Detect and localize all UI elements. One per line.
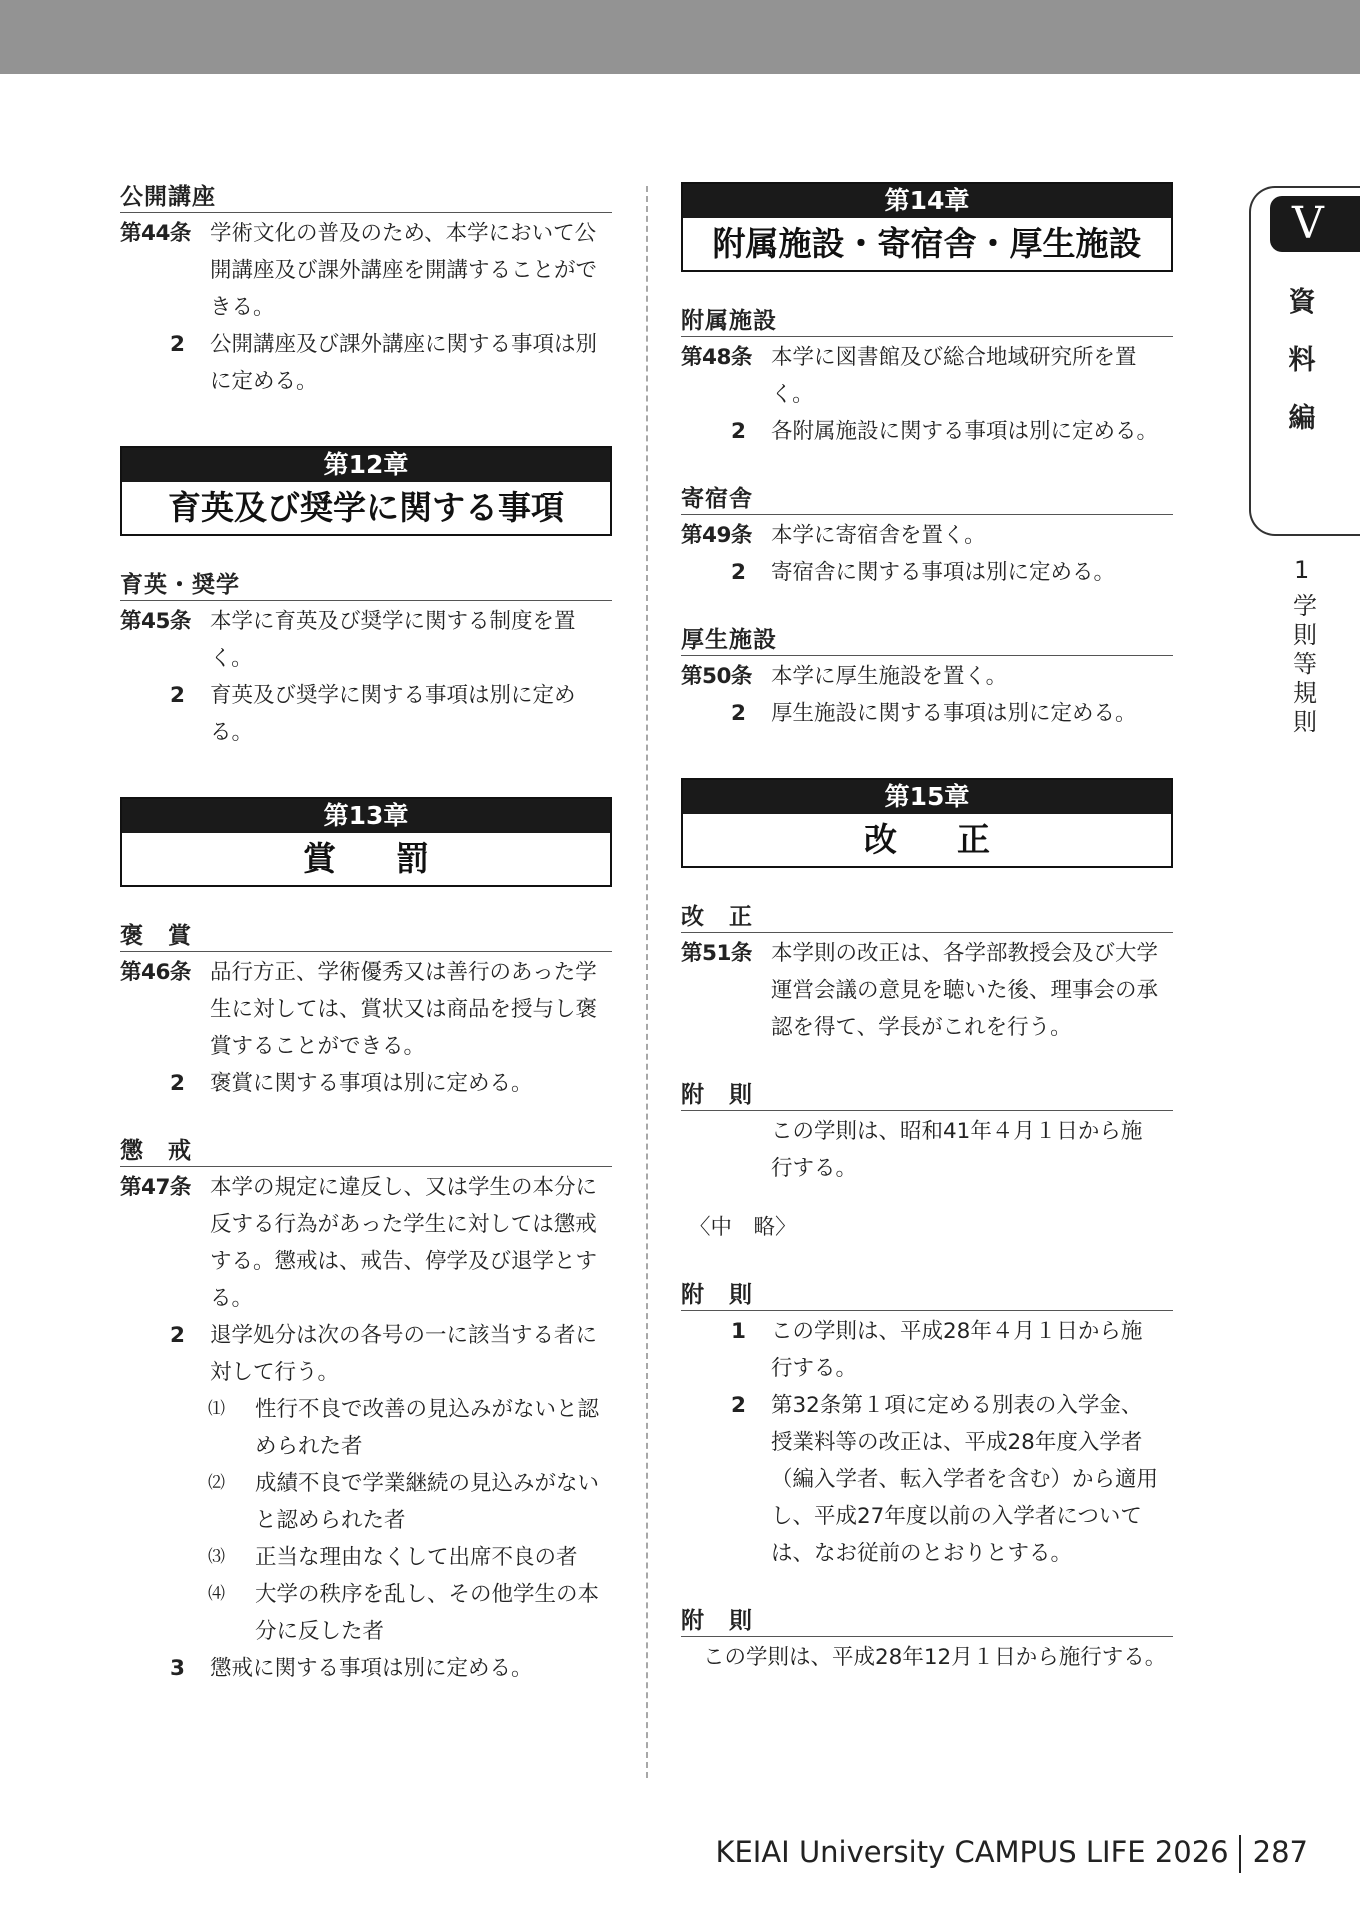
list-item-number: ⑴ (208, 1399, 225, 1419)
text-line: 厚生施設に関する事項は別に定める。 (771, 701, 1137, 726)
text-line: 成績不良で学業継続の見込みがない (255, 1471, 600, 1496)
list-item-number: ⑵ (208, 1473, 225, 1493)
text-line: と認められた者 (255, 1508, 406, 1533)
text-line: は、なお従前のとおりとする。 (771, 1541, 1073, 1566)
tab-char: 料 (1288, 345, 1316, 376)
text-line: 品行方正、学術優秀又は善行のあった学 (210, 960, 597, 985)
chapter-title: 育英及び奨学に関する事項 (168, 488, 564, 527)
text-line: 各附属施設に関する事項は別に定める。 (771, 419, 1159, 444)
paragraph-number: 2 (170, 332, 185, 357)
tab-badge: V (1270, 196, 1360, 252)
column-divider (646, 186, 648, 1778)
article-number: 第47条 (120, 1175, 191, 1200)
paragraph-number: 2 (731, 701, 746, 726)
article (681, 658, 1173, 695)
text-line: 本学に厚生施設を置く。 (771, 664, 1008, 689)
paragraph (120, 326, 612, 400)
article-number: 第45条 (120, 609, 191, 634)
section-heading: 寄宿舎 (681, 484, 1173, 515)
paragraph (120, 677, 612, 751)
text-line: 行する。 (771, 1356, 858, 1381)
text-line: 授業料等の改正は、平成28年度入学者 (771, 1430, 1143, 1455)
side-section-label (1288, 592, 1322, 737)
text-line: 賞することができる。 (210, 1034, 426, 1059)
chapter-number: 第13章 (122, 799, 610, 833)
section-heading: 育英・奨学 (120, 570, 612, 601)
section-heading: 附 則 (681, 1280, 1173, 1311)
paragraph-number: 2 (170, 1323, 185, 1348)
supplementary-text (681, 1639, 1173, 1676)
text-line: 認を得て、学長がこれを行う。 (771, 1015, 1072, 1040)
text-line: 本学に寄宿舎を置く。 (771, 523, 986, 548)
left-column (120, 182, 612, 1687)
list-item-number: ⑶ (208, 1547, 225, 1567)
article (681, 935, 1173, 1046)
text-line: （編入学者、転入学者を含む）から適用 (771, 1467, 1159, 1492)
text-line: 運営会議の意見を聴いた後、理事会の承 (771, 978, 1159, 1003)
chapter-heading (120, 446, 612, 536)
list-item (120, 1391, 612, 1465)
tab-label (1279, 274, 1325, 448)
article-number: 第49条 (681, 523, 752, 548)
article-number: 第50条 (681, 664, 752, 689)
text-line: る。 (210, 1286, 254, 1311)
text-line: 本学の規定に違反し、又は学生の本分に (210, 1175, 598, 1200)
text-line: 学術文化の普及のため、本学において公 (210, 221, 597, 246)
section-heading: 懲 戒 (120, 1136, 612, 1167)
paragraph (681, 695, 1173, 732)
text-line: 公開講座及び課外講座に関する事項は別 (210, 332, 598, 357)
text-line: 開講座及び課外講座を開講することがで (210, 258, 598, 283)
text-line: 褒賞に関する事項は別に定める。 (210, 1071, 533, 1096)
text-line: この学則は、平成28年４月１日から施 (771, 1319, 1143, 1344)
chapter-number: 第15章 (683, 780, 1171, 814)
article-number: 第44条 (120, 221, 191, 246)
paragraph-number: 2 (170, 683, 185, 708)
article-number: 第51条 (681, 941, 752, 966)
paragraph-number: 2 (731, 560, 746, 585)
chapter-title: 改正 (864, 820, 1050, 859)
chapter-number: 第12章 (122, 448, 610, 482)
supplementary-text (681, 1113, 1173, 1187)
paragraph-number: 1 (731, 1319, 746, 1344)
chapter-heading (681, 182, 1173, 272)
section-heading: 附 則 (681, 1080, 1173, 1111)
top-header-bar (0, 0, 1360, 74)
text-line: 生に対しては、賞状又は商品を授与し褒 (210, 997, 598, 1022)
article (120, 954, 612, 1065)
chapter-title: 賞罰 (303, 839, 489, 878)
chapter-heading (120, 797, 612, 887)
article (120, 1169, 612, 1317)
side-char: 学 (1293, 592, 1317, 620)
side-char: 則 (1293, 708, 1317, 736)
paragraph-number: 2 (731, 1393, 746, 1418)
footer-title: KEIAI University CAMPUS LIFE 2026 (715, 1835, 1229, 1869)
section-heading: 厚生施設 (681, 625, 1173, 656)
section-heading: 附 則 (681, 1606, 1173, 1637)
text-line: 寄宿舎に関する事項は別に定める。 (771, 560, 1116, 585)
chapter-number: 第14章 (683, 184, 1171, 218)
paragraph (120, 1317, 612, 1391)
text-line: 反する行為があった学生に対しては懲戒 (210, 1212, 597, 1237)
text-line: 分に反した者 (255, 1619, 385, 1644)
text-line: 大学の秩序を乱し、その他学生の本 (255, 1582, 600, 1607)
tab-char: 資 (1288, 287, 1316, 318)
side-char: 等 (1293, 650, 1317, 678)
text-line: きる。 (210, 295, 275, 320)
text-line: 育英及び奨学に関する事項は別に定める。 (210, 683, 576, 745)
text-line: 行する。 (771, 1156, 858, 1181)
text-line: められた者 (255, 1434, 363, 1459)
article-number: 第48条 (681, 345, 752, 370)
text-line: 本学に育英及び奨学に関する制度を置く。 (210, 609, 576, 671)
text-line: 本学に図書館及び総合地域研究所を置く。 (771, 345, 1137, 407)
chapter-title: 附属施設・寄宿舎・厚生施設 (712, 224, 1142, 263)
text-line: この学則は、昭和41年４月１日から施 (771, 1119, 1143, 1144)
section-heading: 褒 賞 (120, 921, 612, 952)
text-line: 対して行う。 (210, 1360, 340, 1385)
article-number: 第46条 (120, 960, 191, 985)
text-line: し、平成27年度以前の入学者について (771, 1504, 1142, 1529)
section-heading: 公開講座 (120, 182, 612, 213)
paragraph (681, 1313, 1173, 1387)
side-char: 規 (1293, 679, 1317, 707)
article (681, 517, 1173, 554)
text-line: 正当な理由なくして出席不良の者 (255, 1545, 578, 1570)
paragraph-number: 2 (731, 419, 746, 444)
right-column (681, 182, 1173, 1676)
list-item (120, 1539, 612, 1576)
text-line: 懲戒に関する事項は別に定める。 (210, 1656, 533, 1681)
section-heading: 改 正 (681, 902, 1173, 933)
list-item (120, 1465, 612, 1539)
chapter-tab (1249, 186, 1360, 536)
paragraph (681, 413, 1173, 450)
text-line: 性行不良で改善の見込みがないと認 (255, 1397, 600, 1422)
side-section-number: 1 (1294, 556, 1310, 584)
paragraph-number: 2 (170, 1071, 185, 1096)
article (120, 215, 612, 326)
text-line: 本学則の改正は、各学部教授会及び大学 (771, 941, 1159, 966)
text-line: に定める。 (210, 369, 318, 394)
list-item-number: ⑷ (208, 1584, 225, 1604)
paragraph (681, 1387, 1173, 1572)
text-line: 退学処分は次の各号の一に該当する者に (210, 1323, 598, 1348)
page-number: 287 (1252, 1835, 1308, 1869)
side-char: 則 (1293, 621, 1317, 649)
text-line: 第32条第１項に定める別表の入学金、 (771, 1393, 1143, 1418)
chapter-heading (681, 778, 1173, 868)
tab-char: 編 (1288, 403, 1316, 434)
text-line: する。懲戒は、戒告、停学及び退学とす (210, 1249, 598, 1274)
list-item (120, 1576, 612, 1650)
section-heading: 附属施設 (681, 306, 1173, 337)
text-line: この学則は、平成28年12月１日から施行する。 (703, 1645, 1167, 1670)
paragraph (681, 554, 1173, 591)
paragraph-number: 3 (170, 1656, 185, 1681)
article (120, 603, 612, 677)
page-footer (715, 1834, 1308, 1873)
footer-separator (1239, 1835, 1241, 1873)
paragraph (120, 1065, 612, 1102)
paragraph (120, 1650, 612, 1687)
article (681, 339, 1173, 413)
omission-note: 〈中 略〉 (689, 1215, 797, 1240)
